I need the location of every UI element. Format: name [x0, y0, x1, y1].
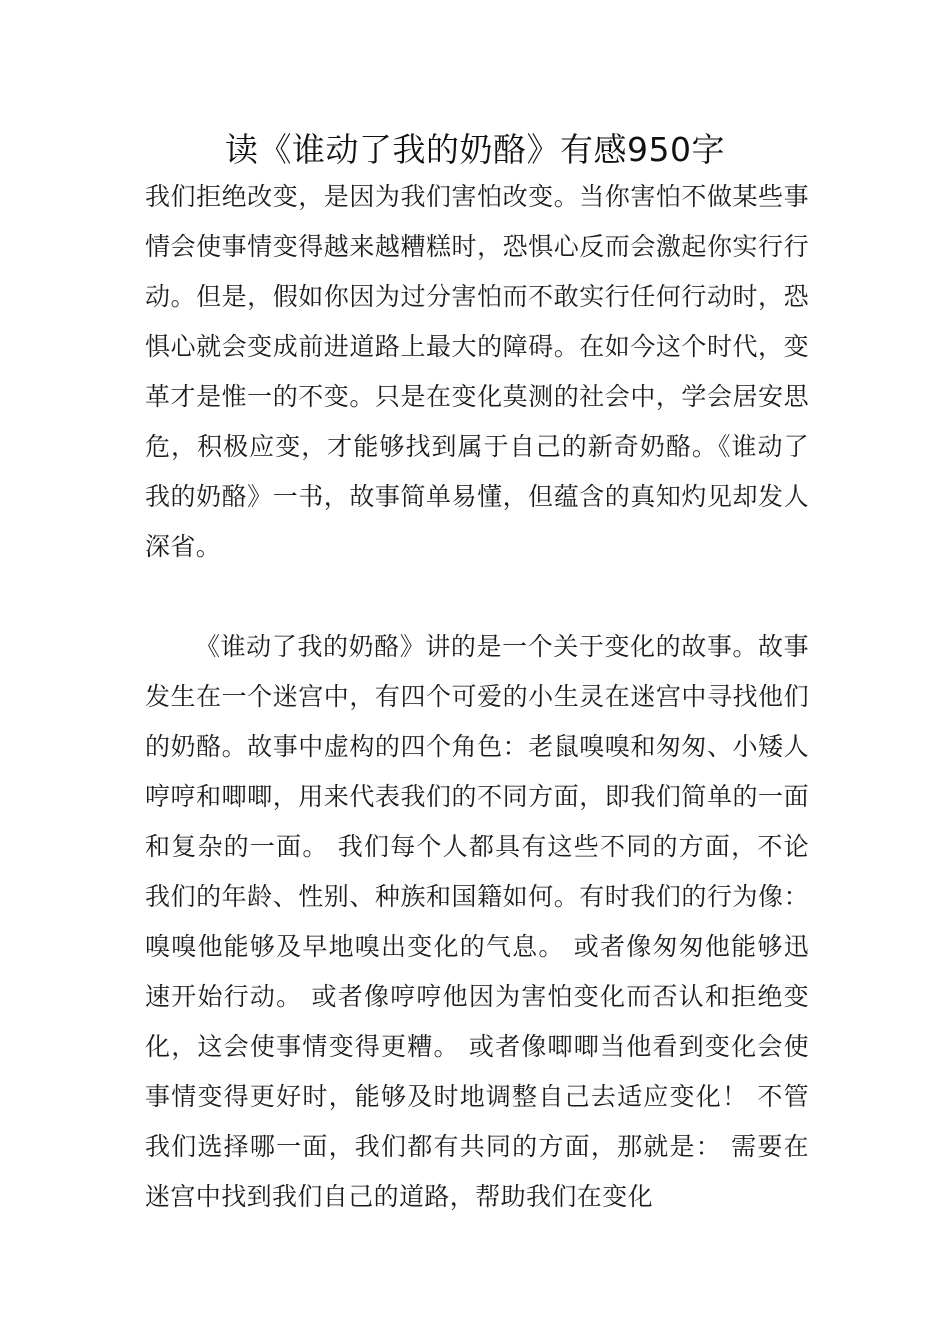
- page-title: 读《谁动了我的奶酪》有感950字: [225, 130, 725, 169]
- paragraph-1: 我们拒绝改变，是因为我们害怕改变。当你害怕不做某些事情会使事情变得越来越糟糕时，恐惧心反而会激起你实行行动。但是，假如你因为过分害怕而不敢实行任何行动时，恐惧心就会变成前进道路上最大的障碍。在如今这个时代，变革才是惟一的不变。只是在变化莫测的社会中，学会居安思危，积极应变，才能够找到属于自己的新奇奶酪。《谁动了我的奶酪》一书，故事简单易懂，但蕴含的真知灼见却发人深省。: [145, 182, 809, 561]
- document-body: [145, 172, 809, 1222]
- paragraph-2: 《谁动了我的奶酪》讲的是一个关于变化的故事。故事发生在一个迷宫中，有四个可爱的小生灵在迷宫中寻找他们的奶酪。故事中虚构的四个角色：老鼠嗅嗅和匆匆、小矮人哼哼和唧唧，用来代表我们的不同方面，即我们简单的一面和复杂的一面。 我们每个人都具有这些不同的方面，不论我们的年龄、性别、种族和国籍如何。有时我们的行为像：嗅嗅他能够及早地嗅出变化的气息。 或者像匆匆他能够迅速开始行动。 或者像哼哼他因为害怕变化而否认和拒绝变化，这会使事情变得更糟。 或者像唧唧当他看到变化会使事情变得更好时，能够及时地调整自己去适应变化！ 不管我们选择哪一面，我们都有共同的方面，那就是： 需要在迷宫中找到我们自己的道路，帮助我们在变化: [145, 632, 809, 1211]
